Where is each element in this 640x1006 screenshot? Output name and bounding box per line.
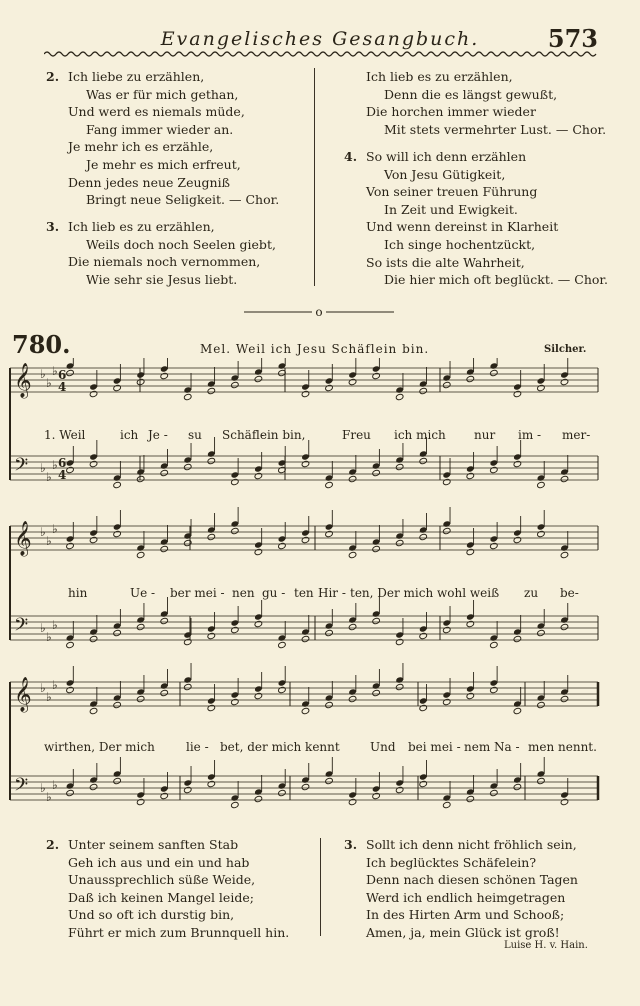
- note-head: [160, 469, 169, 476]
- note-head: [560, 551, 569, 558]
- stanza-line: Bringt neue Seligkeit. — Chor.: [86, 192, 280, 208]
- verse-number: 3.: [46, 219, 60, 234]
- note-head: [136, 695, 145, 702]
- lyric-syllable: mer-: [562, 428, 591, 442]
- lyric-syllable: su: [188, 428, 202, 442]
- note-head: [419, 533, 428, 540]
- note-head: [348, 475, 357, 482]
- note-head: [419, 457, 428, 464]
- note-head: [183, 463, 192, 470]
- note-head: [66, 686, 75, 693]
- flat-icon: ♭: [40, 781, 46, 795]
- note-head: [254, 548, 263, 555]
- note-head: [348, 378, 357, 385]
- stanza-line: Denn jedes neue Zeugniß: [68, 174, 230, 190]
- note-head: [419, 780, 428, 787]
- note-head: [254, 795, 263, 802]
- note-head: [254, 620, 263, 627]
- note-head: [254, 472, 263, 479]
- note-head: [560, 798, 569, 805]
- lyric-syllable: ten: [294, 586, 314, 600]
- separator-ornament: [244, 305, 394, 319]
- stanza-line: Die niemals noch vernommen,: [68, 254, 261, 270]
- note-head: [372, 689, 381, 696]
- note-head: [537, 701, 546, 708]
- note-head: [490, 686, 499, 693]
- note-head: [160, 372, 169, 379]
- note-head: [442, 801, 451, 808]
- note-head: [466, 692, 475, 699]
- stanza-line: Geh ich aus und ein und hab: [68, 854, 250, 870]
- header-wavy-rule: [44, 50, 599, 58]
- note-head: [490, 369, 499, 376]
- lyric-syllable: be-: [560, 586, 579, 600]
- note-head: [66, 641, 75, 648]
- note-head: [113, 701, 122, 708]
- stanza-line: Unter seinem sanften Stab: [68, 837, 239, 852]
- lyric-syllable: gu -: [262, 586, 286, 600]
- note-head: [537, 481, 546, 488]
- note-head: [395, 683, 404, 690]
- separator-glyph: o: [315, 305, 323, 319]
- note-head: [325, 530, 334, 537]
- stanza-line: Und wenn dereinst in Klarheit: [366, 219, 559, 235]
- lyric-syllable: bei mei -: [408, 740, 461, 754]
- flat-icon: ♭: [52, 618, 58, 632]
- flat-icon: ♭: [46, 790, 52, 804]
- note-head: [372, 469, 381, 476]
- flat-icon: ♭: [40, 525, 46, 539]
- treble-clef-icon: 𝄞: [14, 677, 32, 712]
- note-head: [560, 378, 569, 385]
- hymn-number: 780.: [12, 330, 71, 359]
- author-credit: Luise H. v. Hain.: [504, 940, 588, 951]
- time-signature-top: 6: [58, 368, 67, 382]
- note-head: [419, 387, 428, 394]
- note-head: [348, 695, 357, 702]
- note-head: [89, 707, 98, 714]
- note-head: [254, 375, 263, 382]
- note-head: [325, 701, 334, 708]
- note-head: [395, 393, 404, 400]
- treble-clef-icon: 𝄞: [14, 363, 32, 398]
- stanza-line: Werd ich endlich heimgetragen: [366, 889, 566, 905]
- note-head: [231, 801, 240, 808]
- note-head: [442, 698, 451, 705]
- note-head: [560, 695, 569, 702]
- lyric-syllable: ber mei -: [170, 586, 225, 600]
- stanza-line: Die hier mich oft beglückt. — Chor.: [384, 272, 608, 288]
- note-head: [231, 626, 240, 633]
- note-head: [325, 777, 334, 784]
- stanza-line: Und so oft ich durstig bin,: [68, 907, 235, 923]
- note-head: [325, 384, 334, 391]
- note-head: [466, 620, 475, 627]
- note-head: [66, 369, 75, 376]
- stanza-line: In Zeit und Ewigkeit.: [384, 201, 518, 217]
- top-stanza-2: [46, 68, 279, 209]
- note-head: [207, 457, 216, 464]
- note-head: [537, 384, 546, 391]
- note-head: [254, 692, 263, 699]
- note-head: [325, 481, 334, 488]
- stanza-line: Von Jesu Gütigkeit,: [384, 166, 506, 182]
- note-head: [537, 777, 546, 784]
- note-head: [301, 783, 310, 790]
- lyric-syllable: ten, Der mich wohl weiß: [350, 586, 500, 600]
- note-head: [66, 789, 75, 796]
- note-head: [466, 795, 475, 802]
- page-title: Evangelisches Gesangbuch.: [160, 28, 480, 50]
- lyric-syllable: men nennt.: [528, 740, 597, 754]
- lyric-syllable: Hir -: [318, 586, 346, 600]
- note-head: [183, 638, 192, 645]
- note-head: [301, 707, 310, 714]
- time-signature-bottom: 4: [58, 380, 67, 394]
- note-head: [395, 463, 404, 470]
- lyric-syllable: Und: [370, 740, 396, 754]
- time-signature-bottom: 4: [58, 468, 67, 482]
- lyric-syllable: Freu: [342, 428, 371, 442]
- note-head: [136, 798, 145, 805]
- note-head: [372, 792, 381, 799]
- note-head: [136, 475, 145, 482]
- note-head: [513, 460, 522, 467]
- note-head: [89, 390, 98, 397]
- note-head: [490, 789, 499, 796]
- note-head: [395, 786, 404, 793]
- note-head: [183, 683, 192, 690]
- note-head: [513, 536, 522, 543]
- note-head: [325, 629, 334, 636]
- note-head: [231, 527, 240, 534]
- note-head: [301, 536, 310, 543]
- verse-number: 2.: [46, 69, 60, 84]
- stanza-line: Denn nach diesen schönen Tagen: [366, 872, 578, 888]
- flat-icon: ♭: [52, 458, 58, 472]
- note-head: [372, 372, 381, 379]
- note-head: [348, 623, 357, 630]
- note-head: [207, 632, 216, 639]
- note-head: [89, 536, 98, 543]
- lyric-syllable: zu: [524, 586, 539, 600]
- flat-icon: ♭: [46, 534, 52, 548]
- flat-icon: ♭: [40, 621, 46, 635]
- note-head: [513, 783, 522, 790]
- flat-icon: ♭: [46, 630, 52, 644]
- bass-clef-icon: 𝄢: [14, 615, 29, 640]
- stanza-line: Daß ich keinen Mangel leide;: [68, 889, 254, 905]
- verse-number: 3.: [344, 837, 358, 852]
- stanza-line: Von seiner treuen Führung: [366, 184, 538, 200]
- note-head: [395, 638, 404, 645]
- note-head: [278, 641, 287, 648]
- stanza-line: Und werd es niemals müde,: [68, 104, 245, 120]
- stanza-line: Je mehr es mich erfreut,: [86, 156, 241, 172]
- note-head: [113, 481, 122, 488]
- note-head: [442, 527, 451, 534]
- column-divider: [314, 68, 315, 286]
- composer: Silcher.: [544, 344, 587, 355]
- note-head: [183, 539, 192, 546]
- note-head: [89, 460, 98, 467]
- note-head: [113, 629, 122, 636]
- note-head: [113, 530, 122, 537]
- stanza-line: Ich liebe zu erzählen,: [68, 69, 205, 84]
- flat-icon: ♭: [52, 522, 58, 536]
- stanza-line: Unaussprechlich süße Weide,: [68, 872, 256, 888]
- note-head: [466, 548, 475, 555]
- time-signature-top: 6: [58, 456, 67, 470]
- note-head: [513, 390, 522, 397]
- lyric-syllable: bet, der mich kennt: [220, 740, 340, 754]
- stanza-line: Amen, ja, mein Glück ist groß!: [366, 924, 560, 940]
- note-head: [419, 704, 428, 711]
- note-head: [231, 381, 240, 388]
- flat-icon: ♭: [40, 461, 46, 475]
- note-head: [207, 704, 216, 711]
- note-head: [372, 545, 381, 552]
- note-head: [207, 780, 216, 787]
- lyric-syllable: lein bin,: [256, 428, 306, 442]
- bass-clef-icon: 𝄢: [14, 455, 29, 480]
- lyric-syllable: Schäf -: [222, 428, 265, 442]
- lyric-syllable: nur: [474, 428, 496, 442]
- lyric-syllable: wirthen, Der mich: [44, 740, 155, 754]
- note-head: [136, 378, 145, 385]
- top-stanza-4: [344, 148, 608, 289]
- note-head: [301, 460, 310, 467]
- note-head: [513, 707, 522, 714]
- note-head: [160, 792, 169, 799]
- column-divider: [320, 838, 321, 936]
- note-head: [278, 686, 287, 693]
- note-head: [419, 632, 428, 639]
- flat-icon: ♭: [52, 778, 58, 792]
- note-head: [301, 635, 310, 642]
- note-head: [348, 551, 357, 558]
- note-head: [348, 798, 357, 805]
- flat-icon: ♭: [52, 364, 58, 378]
- stanza-line: Die horchen immer wieder: [366, 104, 536, 120]
- bass-clef-icon: 𝄢: [14, 775, 29, 800]
- bottom-stanza-3: [344, 836, 578, 942]
- note-head: [160, 545, 169, 552]
- stanza-line: Mit stets vermehrter Lust. — Chor.: [384, 121, 607, 137]
- stanza-line: Je mehr ich es erzähle,: [68, 139, 214, 155]
- stanza-line: Fang immer wieder an.: [86, 121, 234, 137]
- lyric-syllable: Je -: [148, 428, 168, 442]
- stanza-line: Denn die es längst gewußt,: [384, 86, 558, 102]
- verse-number: 4.: [344, 149, 358, 164]
- note-head: [66, 466, 75, 473]
- note-head: [113, 777, 122, 784]
- stanza-line: Sollt ich denn nicht fröhlich sein,: [366, 837, 577, 852]
- bottom-stanza-2: [46, 836, 289, 942]
- stanza-line: Weils doch noch Seelen giebt,: [86, 236, 276, 252]
- melody-reference: Mel. Weil ich Jesu Schäflein bin.: [200, 342, 430, 356]
- note-head: [231, 478, 240, 485]
- stanza-line: Führt er mich zum Brunnquell hin.: [68, 924, 290, 940]
- lyric-syllable: im -: [518, 428, 542, 442]
- note-head: [490, 641, 499, 648]
- note-head: [442, 381, 451, 388]
- verse-number: 2.: [46, 837, 60, 852]
- lyric-syllable: ich mich: [394, 428, 446, 442]
- lyric-syllable: lie -: [186, 740, 209, 754]
- stanza-line: In des Hirten Arm und Schooß;: [366, 907, 565, 923]
- flat-icon: ♭: [46, 470, 52, 484]
- flat-icon: ♭: [40, 367, 46, 381]
- note-head: [490, 542, 499, 549]
- note-head: [513, 635, 522, 642]
- note-head: [442, 478, 451, 485]
- note-head: [136, 623, 145, 630]
- note-head: [183, 393, 192, 400]
- note-head: [136, 551, 145, 558]
- stanza-line: Ich beglücktes Schäfelein?: [366, 854, 537, 870]
- note-head: [183, 786, 192, 793]
- note-head: [301, 390, 310, 397]
- note-head: [113, 384, 122, 391]
- lyric-syllable: 1. Weil: [44, 428, 86, 442]
- flat-icon: ♭: [40, 681, 46, 695]
- flat-icon: ♭: [52, 678, 58, 692]
- lyric-syllable: ich: [120, 428, 139, 442]
- stanza-line: Wie sehr sie Jesus liebt.: [86, 271, 238, 287]
- note-head: [207, 387, 216, 394]
- lyric-syllable: hin: [68, 586, 88, 600]
- note-head: [466, 375, 475, 382]
- note-head: [66, 542, 75, 549]
- top-stanza-3: [46, 218, 276, 288]
- lyric-syllable: Ue -: [130, 586, 156, 600]
- note-head: [160, 689, 169, 696]
- flat-icon: ♭: [46, 690, 52, 704]
- note-head: [89, 635, 98, 642]
- note-head: [560, 475, 569, 482]
- stanza-line: So will ich denn erzählen: [366, 149, 527, 164]
- stanza-line: Ich lieb es zu erzählen,: [366, 69, 513, 84]
- flat-icon: ♭: [46, 376, 52, 390]
- note-head: [466, 472, 475, 479]
- note-head: [160, 617, 169, 624]
- treble-clef-icon: 𝄞: [14, 521, 32, 556]
- note-head: [537, 530, 546, 537]
- stanza-line: Ich lieb es zu erzählen,: [68, 219, 215, 234]
- lyric-syllable: nem Na -: [464, 740, 520, 754]
- stanza-line: Was er für mich gethan,: [86, 86, 239, 102]
- note-head: [560, 623, 569, 630]
- lyric-syllable: nen: [232, 586, 255, 600]
- note-head: [442, 626, 451, 633]
- note-head: [278, 789, 287, 796]
- note-head: [372, 617, 381, 624]
- stanza-line: So ists die alte Wahrheit,: [366, 254, 525, 270]
- note-head: [395, 539, 404, 546]
- note-head: [537, 629, 546, 636]
- page-number: 573: [547, 24, 598, 53]
- top-stanza-3-continued: [344, 68, 606, 138]
- note-head: [278, 542, 287, 549]
- stanza-line: Ich singe hochentzückt,: [384, 236, 536, 252]
- note-head: [89, 783, 98, 790]
- note-head: [207, 533, 216, 540]
- note-head: [231, 698, 240, 705]
- note-head: [490, 466, 499, 473]
